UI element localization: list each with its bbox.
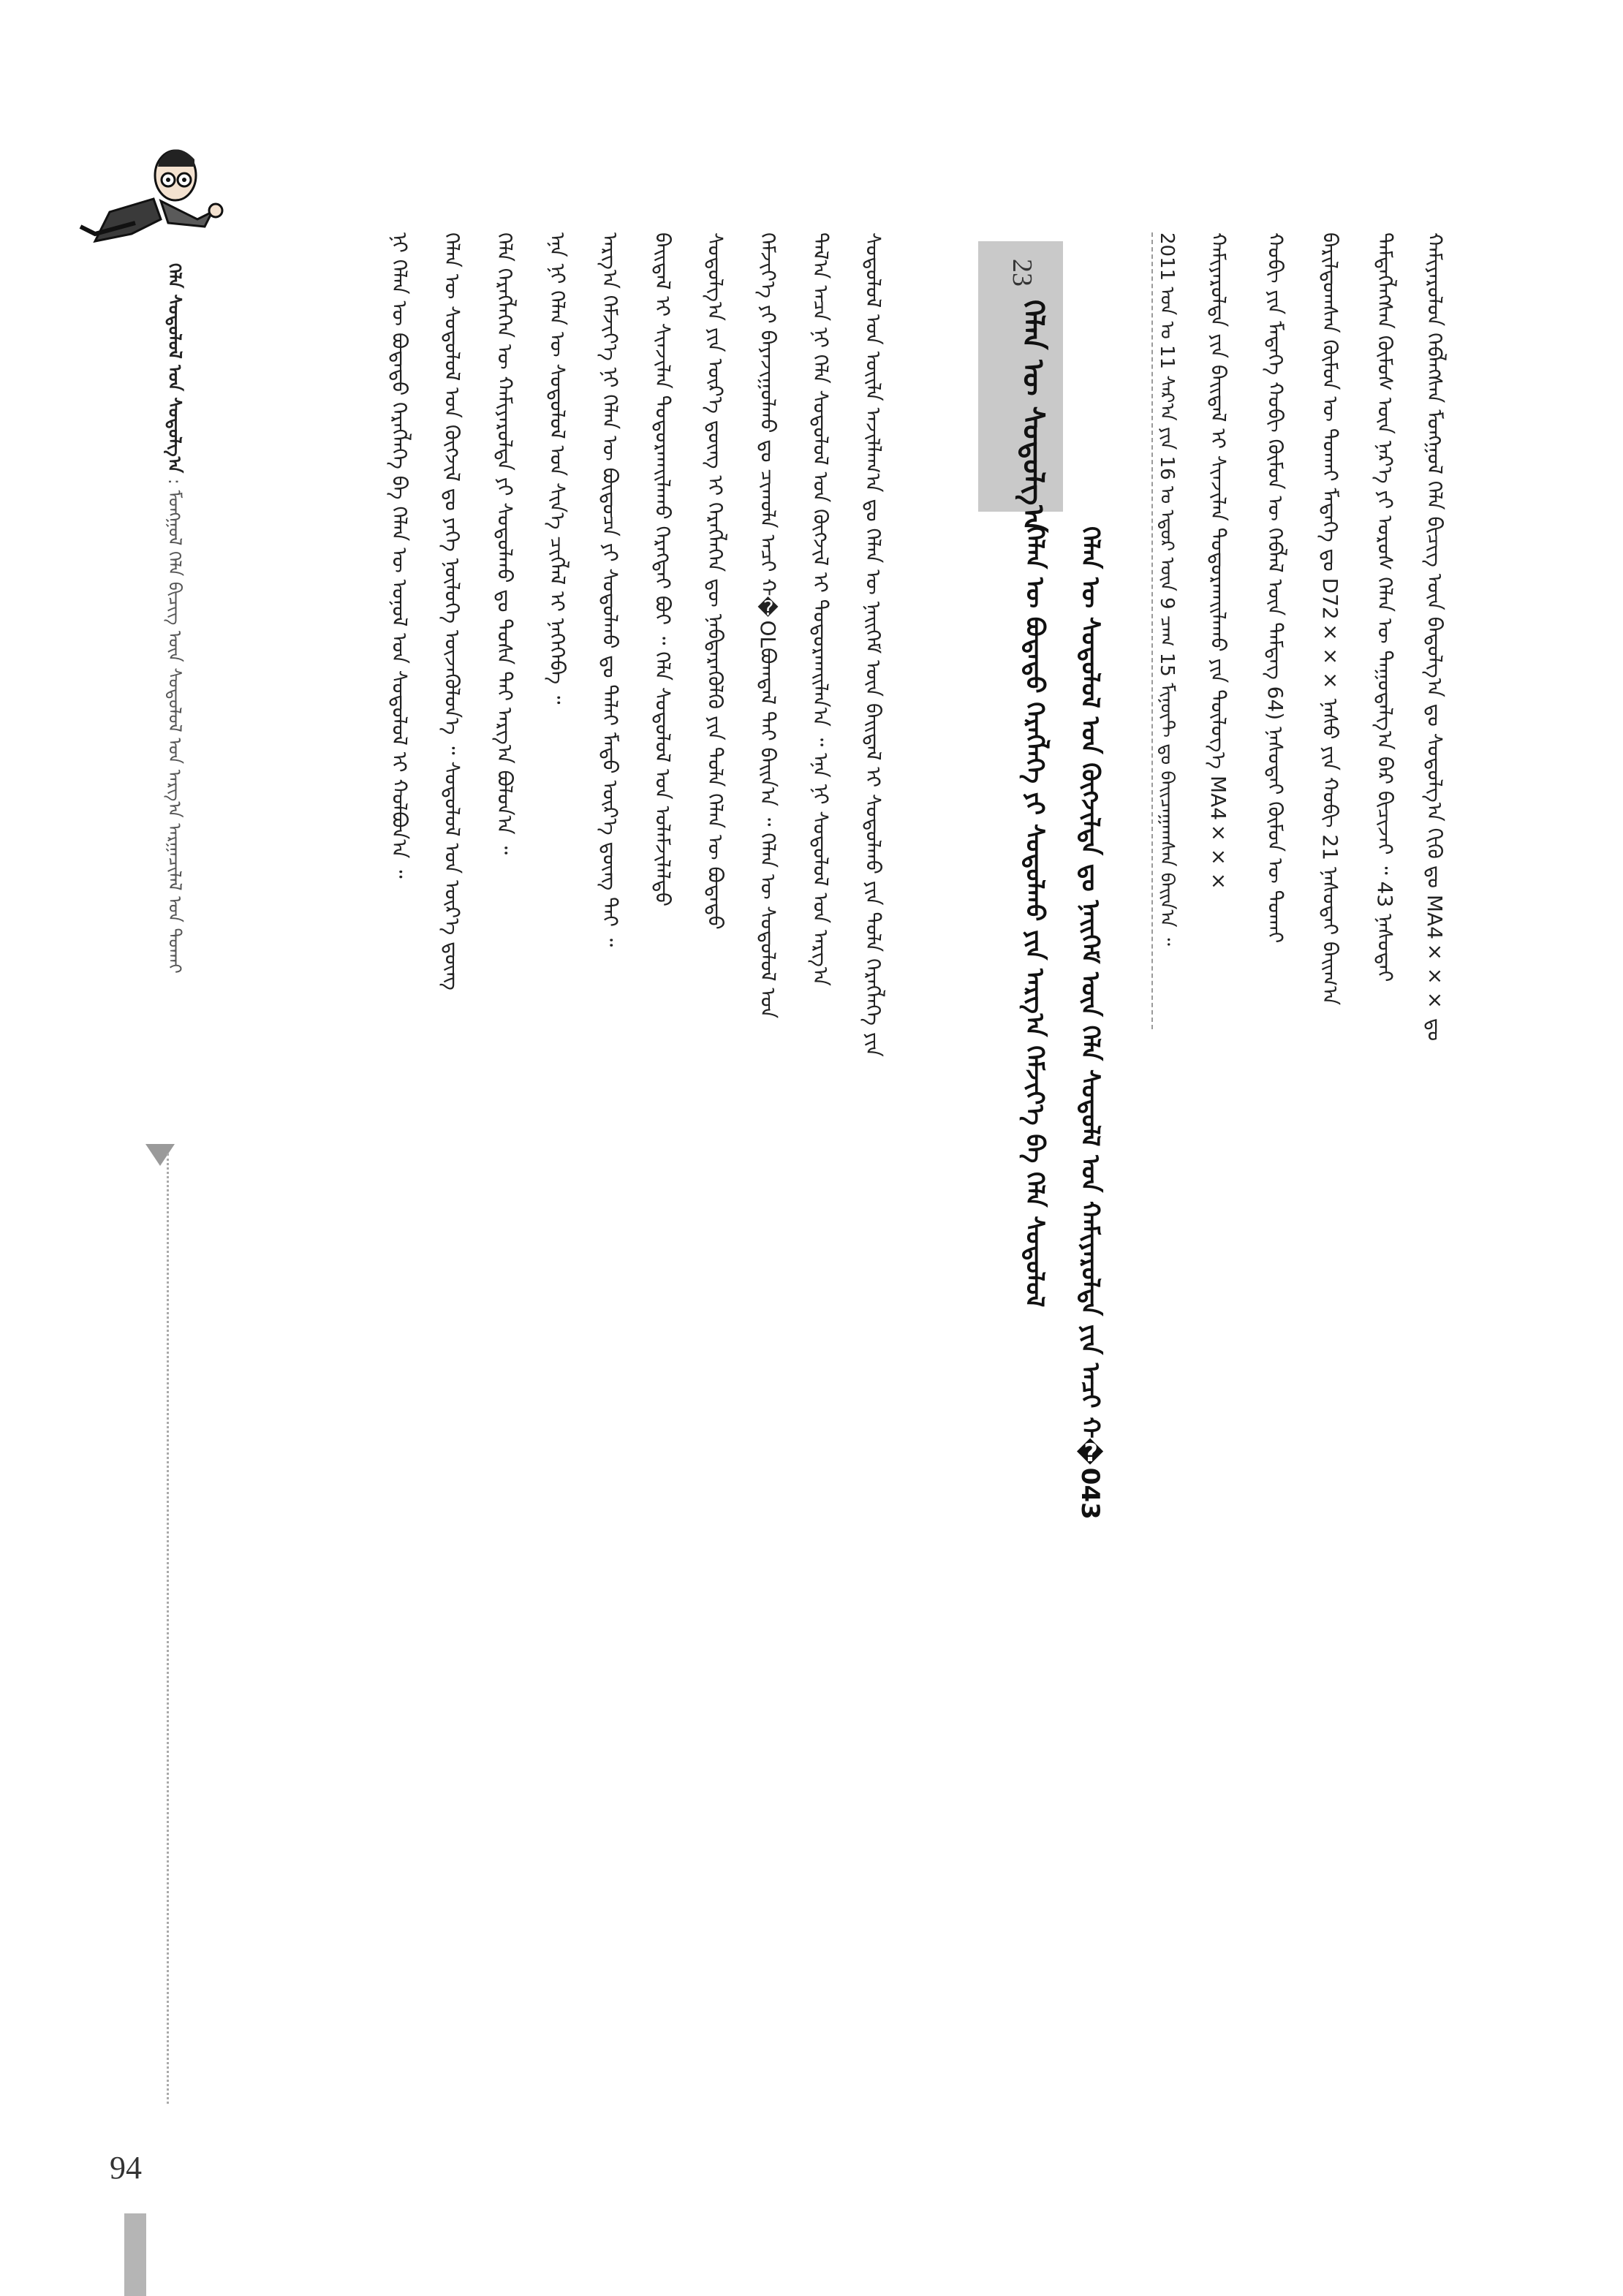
- running-head-subtitle: : ᠮᠣᠩᠭᠣᠯ ᠬᠡᠯᠡ ᠪᠢᠴᠢᠭ ᠦᠨ ᠰᠤᠳᠤᠯᠤᠯ ᠤᠨ ᠠᠷᠭ᠎ᠠ ᠠᠷᠭᠠᠴᠢᠯᠠᠯ ᠤᠨ ᠲᠤᠬᠠᠢ: [164, 473, 185, 974]
- section-number: 23: [1007, 259, 1037, 287]
- section-divider: [1151, 232, 1153, 1029]
- upper-text-line: ᠬᠠᠮᠢᠶᠠᠷᠤᠯᠤᠨ ᠬᠡᠪᠯᠡᠭᠰᠡᠨ ᠮᠣᠩᠭᠣᠯ ᠬᠡᠯᠡ ᠪᠢᠴᠢᠭ ᠦᠨ ᠪᠠᠳᠤᠯᠭ᠎ᠠ ᠳᠤ ᠰᠤᠳᠤᠯᠭ᠎ᠠ ᠬᠢᠬᠦ ᠳᠤ MA4××× ᠳᠤ: [1423, 232, 1447, 1042]
- running-head-rule: [167, 1153, 169, 2104]
- paragraph-line: ᠰᠤᠳᠤᠯᠤᠯ ᠤᠨ ᠦᠢᠯᠡ ᠠᠵᠢᠯᠯᠠᠭ᠎ᠠ ᠳᠤ ᠬᠡᠯᠡᠨ ᠦ ᠨᠡᠢᠭᠡᠮ ᠦᠨ ᠪᠠᠢᠳᠠᠯ ᠢ ᠰᠤᠳᠤᠯᠬᠤ ᠶᠢᠨ ᠲᠤᠯᠠ ᠬᠡᠷᠡᠭᠯᠡᠭᠡ ᠶᠢᠨ: [861, 232, 885, 1057]
- upper-text-line: ᠪᠠᠷᠢᠯᠳᠤᠭᠰᠠᠨ ᠬᠦᠮᠦᠨ ᠦ ᠲᠤᠬᠠᠢ ᠮᠡᠳᠡᠭᠡ ᠳᠤ D72××× ᠨᠠᠰᠤ ᠶᠢᠨ ᠬᠤᠪᠢ 21 ᠨᠠᠰᠤᠲᠠᠢ ᠪᠠᠢᠭ᠎ᠠ: [1318, 232, 1342, 1006]
- mascot-illustration: [66, 132, 234, 249]
- thumb-tab: [124, 2213, 146, 2296]
- paragraph-line: ᠬᠡᠯᠡᠨ ᠦ ᠰᠤᠳᠤᠯᠤᠯ ᠤᠨ ᠬᠥᠭᠵᠢᠯ ᠳᠤ ᠶᠡᠬᠡ ᠨᠥᠯᠥᠭᠡ ᠦᠵᠡᠭᠦᠯᠦᠨ᠎ᠡ ᠃ ᠰᠤᠳᠤᠯᠤᠯ ᠤᠨ ᠦᠷ᠎ᠡ ᠳ᠋ᠦᠩ: [440, 232, 464, 990]
- paragraph-line: ᠰᠤᠳᠤᠯᠭ᠎ᠠ ᠶᠢᠨ ᠦᠷ᠎ᠡ ᠳ᠋ᠦᠩ ᠢ ᠬᠡᠷᠡᠭᠯᠡᠭᠡᠨ ᠳᠦ ᠨᠡᠪᠲᠡᠷᠡᠭᠦᠯᠬᠦ ᠶᠢᠨ ᠲᠤᠯᠠ ᠬᠡᠯᠡᠨ ᠦ ᠪᠣᠳᠠᠲᠤ: [703, 232, 727, 930]
- upper-text-line: ᠲᠡᠮᠳᠡᠭᠯᠡᠭᠰᠡᠨ ᠬᠦᠮᠦᠰ ᠦᠨ ᠨᠡᠷ᠎ᠡ ᠶᠢ ᠤᠷᠤᠰ ᠬᠡᠯᠡᠨ ᠦ ᠳᠠᠭᠤᠳᠠᠯᠭ᠎ᠠ ᠪᠠᠷ ᠪᠢᠴᠢᠵᠡᠢ ᠃ 43 ᠨᠠᠰᠤᠲᠠᠢ: [1373, 232, 1397, 982]
- running-head: [159, 263, 190, 1140]
- paragraph-line: ᠬᠡᠮᠵᠢᠶ᠎ᠡ ᠶᠢ ᠪᠠᠶᠠᠵᠢᠭᠤᠯᠬᠤ ᠳᠤ ᠴᠢᠬᠤᠯᠠ ᠠᠴᠢ ᠬ�OLᠪᠣᠭᠳᠠᠯ ᠲᠠᠢ ᠪᠠᠢᠨ᠎ᠠ ᠃ ᠬᠡᠯᠡᠨ ᠦ ᠰᠤᠳᠤᠯᠤᠯ ᠤᠨ: [756, 232, 780, 1019]
- date-line: 2011 ᠣᠨ ᠤ 11 ᠰᠠᠷ᠎ᠠ ᠶᠢᠨ 16 ᠤ ᠡᠳᠦᠷ ᠦᠨ 9 ᠴᠠᠭ 15 ᠮᠢᠨᠦ᠋ᠲ ᠳᠤ ᠪᠠᠢᠴᠠᠭᠠᠭᠰᠠᠨ ᠪᠠᠢᠨ᠎ᠠ ᠃: [1156, 232, 1178, 946]
- paragraph-line: ᠬᠡᠯᠡ ᠬᠡᠷᠡᠭᠯᠡᠭᠡᠨ ᠦ ᠬᠠᠮᠢᠶᠠᠷᠤᠯᠲᠠ ᠶᠢ ᠰᠤᠳᠤᠯᠬᠤ ᠳᠤ ᠲᠤᠰᠠ ᠲᠠᠢ ᠠᠷᠭ᠎ᠠ ᠪᠣᠯᠤᠨ᠎ᠠ ᠃: [493, 232, 517, 855]
- heading-line: ᠬᠡᠯᠡᠨ ᠦ ᠰᠤᠳᠤᠯᠤᠯ ᠤᠨ ᠬᠥᠭᠵᠢᠯᠲᠡ ᠳᠤ ᠨᠡᠢᠭᠡᠮ ᠦᠨ ᠬᠡᠯᠡ ᠰᠤᠳᠤᠯᠯ ᠤᠨ ᠬᠠᠮᠢᠶᠠᠷᠤᠯᠲᠠ ᠶᠢᠨ ᠠᠴᠢ ᠬ�043: [1075, 526, 1105, 1520]
- paragraph-line: ᠲᠠᠯ᠎ᠠ ᠠᠴᠠ ᠨᠢ ᠬᠡᠯᠡ ᠰᠤᠳᠤᠯᠤᠯ ᠤᠨ ᠬᠥᠭᠵᠢᠯ ᠢ ᠲᠣᠳᠤᠷᠬᠠᠢᠯᠠᠨ᠎ᠠ ᠃ ᠡᠨᠡ ᠨᠢ ᠰᠤᠳᠤᠯᠤᠯ ᠤᠨ ᠠᠷᠭ᠎ᠠ: [809, 232, 833, 986]
- triangle-marker-icon: [145, 1144, 175, 1166]
- upper-text-line: ᠬᠠᠮᠢᠶᠠᠷᠤᠯᠲᠠ ᠶᠢᠨ ᠪᠠᠢᠳᠠᠯ ᠢ ᠰᠢᠨᠵᠢᠯᠡᠨ ᠲᠣᠳᠤᠷᠬᠠᠢᠯᠠᠬᠤ ᠶᠢᠨ ᠲᠥᠯᠥᠭ᠎ᠡ MA4×××: [1206, 232, 1230, 893]
- page-number: 94: [110, 2150, 142, 2186]
- section-label-box: [978, 241, 1063, 533]
- section-title: ᠬᠡᠯᠡᠨ ᠦ ᠰᠤᠳᠤᠯᠭ᠎ᠠ: [1016, 300, 1050, 533]
- paragraph-line: ᠠᠷᠭ᠎ᠠ ᠬᠡᠮᠵᠢᠶ᠎ᠡ ᠨᠢ ᠬᠡᠯᠡᠨ ᠦ ᠪᠦᠲᠦᠴᠡ ᠶᠢ ᠰᠤᠳᠤᠯᠬᠤ ᠳᠤ ᠳᠠᠯᠠᠢ ᠮᠡᠲᠦ ᠦᠷ᠎ᠡ ᠳ᠋ᠦᠩ ᠲᠠᠢ ᠃: [598, 232, 622, 947]
- running-head-title: ᠬᠡᠯᠡ ᠰᠤᠳᠤᠯᠤᠯ ᠤᠨ ᠰᠤᠳᠤᠯᠭ᠎ᠠ: [164, 263, 185, 474]
- heading-line: ᠬᠡᠯᠡᠨ ᠦ ᠪᠣᠳᠠᠲᠤ ᠬᠡᠷᠡᠭᠯᠡᠭᠡ ᠶᠢ ᠰᠤᠳᠤᠯᠬᠤ ᠶᠢᠨ ᠠᠷᠭ᠎ᠠ ᠬᠡᠮᠵᠢᠶ᠎ᠡ ᠪᠠ ᠬᠡᠯᠡ ᠰᠤᠳᠤᠯᠤᠯ: [1020, 526, 1049, 1308]
- paragraph-line: ᠨᠢ ᠬᠡᠯᠡᠨ ᠦ ᠪᠣᠳᠠᠲᠤ ᠬᠡᠷᠡᠭᠯᠡᠭᠡ ᠪᠠ ᠬᠡᠯᠡᠨ ᠦ ᠣᠨᠣᠯ ᠤᠨ ᠰᠤᠳᠤᠯᠤᠯ ᠢ ᠬᠣᠯᠪᠣᠨ᠎ᠠ ᠃: [387, 232, 412, 879]
- paragraph-line: ᠪᠠᠢᠳᠠᠯ ᠢ ᠰᠢᠨᠵᠢᠯᠡᠨ ᠲᠣᠳᠤᠷᠬᠠᠢᠯᠠᠬᠤ ᠬᠡᠷᠡᠭᠲᠡᠢ ᠪᠤᠢ ᠃ ᠬᠡᠯᠡ ᠰᠤᠳᠤᠯᠤᠯ ᠤᠨ ᠤᠯᠠᠮᠵᠢᠯᠠᠯᠲᠤ: [651, 232, 675, 907]
- paragraph-line: ᠡᠨᠡ ᠨᠢ ᠬᠡᠯᠡᠨ ᠦ ᠰᠤᠳᠤᠯᠤᠯ ᠤᠨ ᠰᠢᠨ᠎ᠡ ᠴᠢᠭᠯᠡᠯ ᠢ ᠨᠡᠭᠡᠭᠡᠪᠡ ᠃: [545, 232, 570, 705]
- upper-text-line: ᠬᠤᠪᠢ ᠶᠢᠨ ᠮᠡᠳᠡᠭᠡ ᠬᠤᠪᠢ ᠬᠦᠮᠦᠨ ᠦ ᠬᠡᠪᠯᠡᠯ ᠦᠨ ᠲᠡᠮᠳᠡᠭ 64) ᠨᠠᠰᠤᠲᠠᠢ ᠬᠦᠮᠦᠨ ᠦ ᠲᠤᠬᠠᠢ: [1263, 232, 1287, 944]
